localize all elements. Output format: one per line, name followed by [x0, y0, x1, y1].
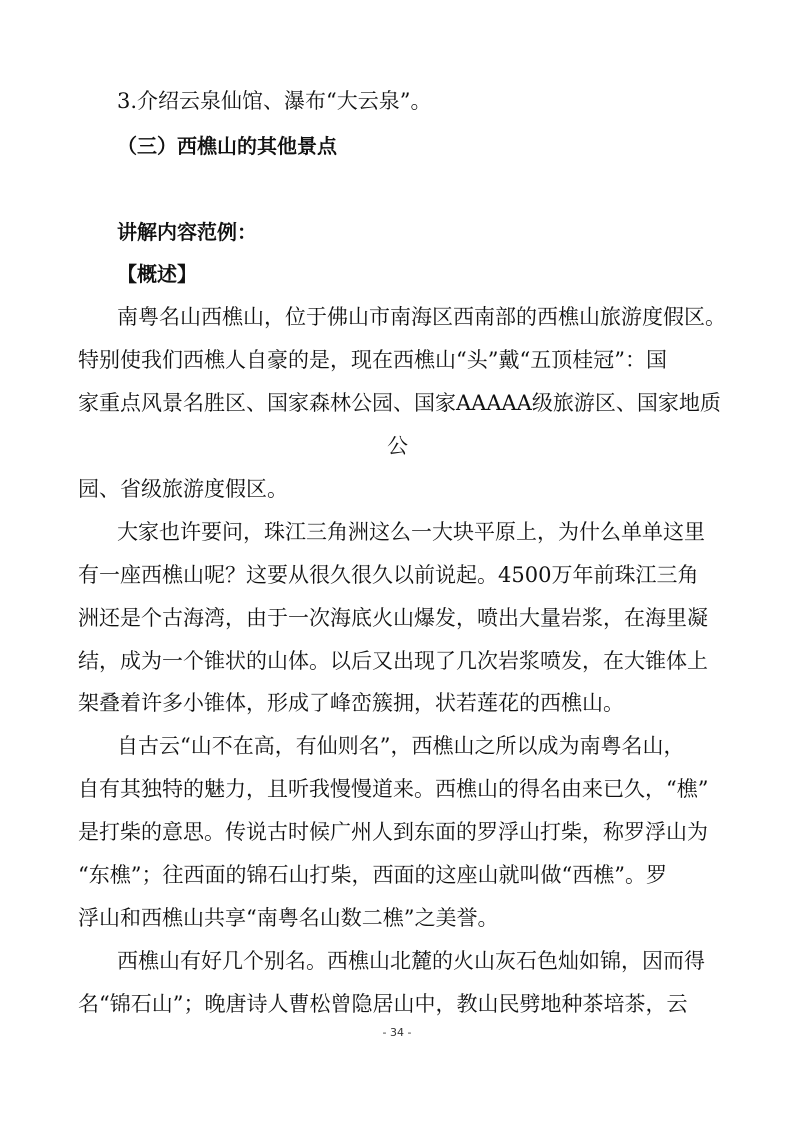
text-line: 自古云“山不在高，有仙则名”，西樵山之所以成为南粤名山， — [117, 734, 685, 758]
text-line: 特别使我们西樵人自豪的是，现在西樵山“头”戴“五顶桂冠”：国 — [78, 348, 667, 372]
text-line: “东樵”；往西面的锦石山打柴，西面的这座山就叫做“西樵”。罗 — [78, 863, 667, 887]
text-line: 名“锦石山”；晚唐诗人曹松曾隐居山中，教山民劈地种茶培茶，云 — [78, 992, 688, 1016]
section-heading: （三）西樵山的其他景点 — [117, 134, 337, 158]
text-line: 家重点风景名胜区、国家森林公园、国家AAAAA级旅游区、国家地质 — [78, 391, 721, 415]
text-line: 园、省级旅游度假区。 — [78, 477, 288, 501]
text-line: 洲还是个古海湾，由于一次海底火山爆发，喷出大量岩浆，在海里凝 — [78, 606, 708, 630]
text-line: 结，成为一个锥状的山体。以后又出现了几次岩浆喷发，在大锥体上 — [78, 649, 708, 673]
text-line: 有一座西樵山呢？这要从很久很久以前说起。4500万年前珠江三角 — [78, 563, 699, 587]
text-line: 3.介绍云泉仙馆、瀑布“大云泉”。 — [117, 89, 432, 113]
text-line: 架叠着许多小锥体，形成了峰峦簇拥，状若莲花的西樵山。 — [78, 691, 624, 715]
page-number: - 34 - — [382, 1026, 412, 1039]
text-line: 自有其独特的魅力，且听我慢慢道来。西樵山的得名由来已久，“樵” — [78, 777, 709, 801]
text-line: 是打柴的意思。传说古时候广州人到东面的罗浮山打柴，称罗浮山为 — [78, 820, 708, 844]
subheading: 【概述】 — [117, 262, 197, 286]
text-line: 浮山和西樵山共享“南粤名山数二樵”之美誉。 — [78, 906, 499, 930]
subheading: 讲解内容范例： — [117, 220, 257, 244]
text-line: 大家也许要问，珠江三角洲这么一大块平原上，为什么单单这里 — [117, 520, 705, 544]
text-line: 西樵山有好几个别名。西樵山北麓的火山灰石色灿如锦，因而得 — [117, 949, 705, 973]
text-line: 公 — [387, 434, 408, 458]
text-line: 南粤名山西樵山，位于佛山市南海区西南部的西樵山旅游度假区。 — [117, 305, 726, 329]
